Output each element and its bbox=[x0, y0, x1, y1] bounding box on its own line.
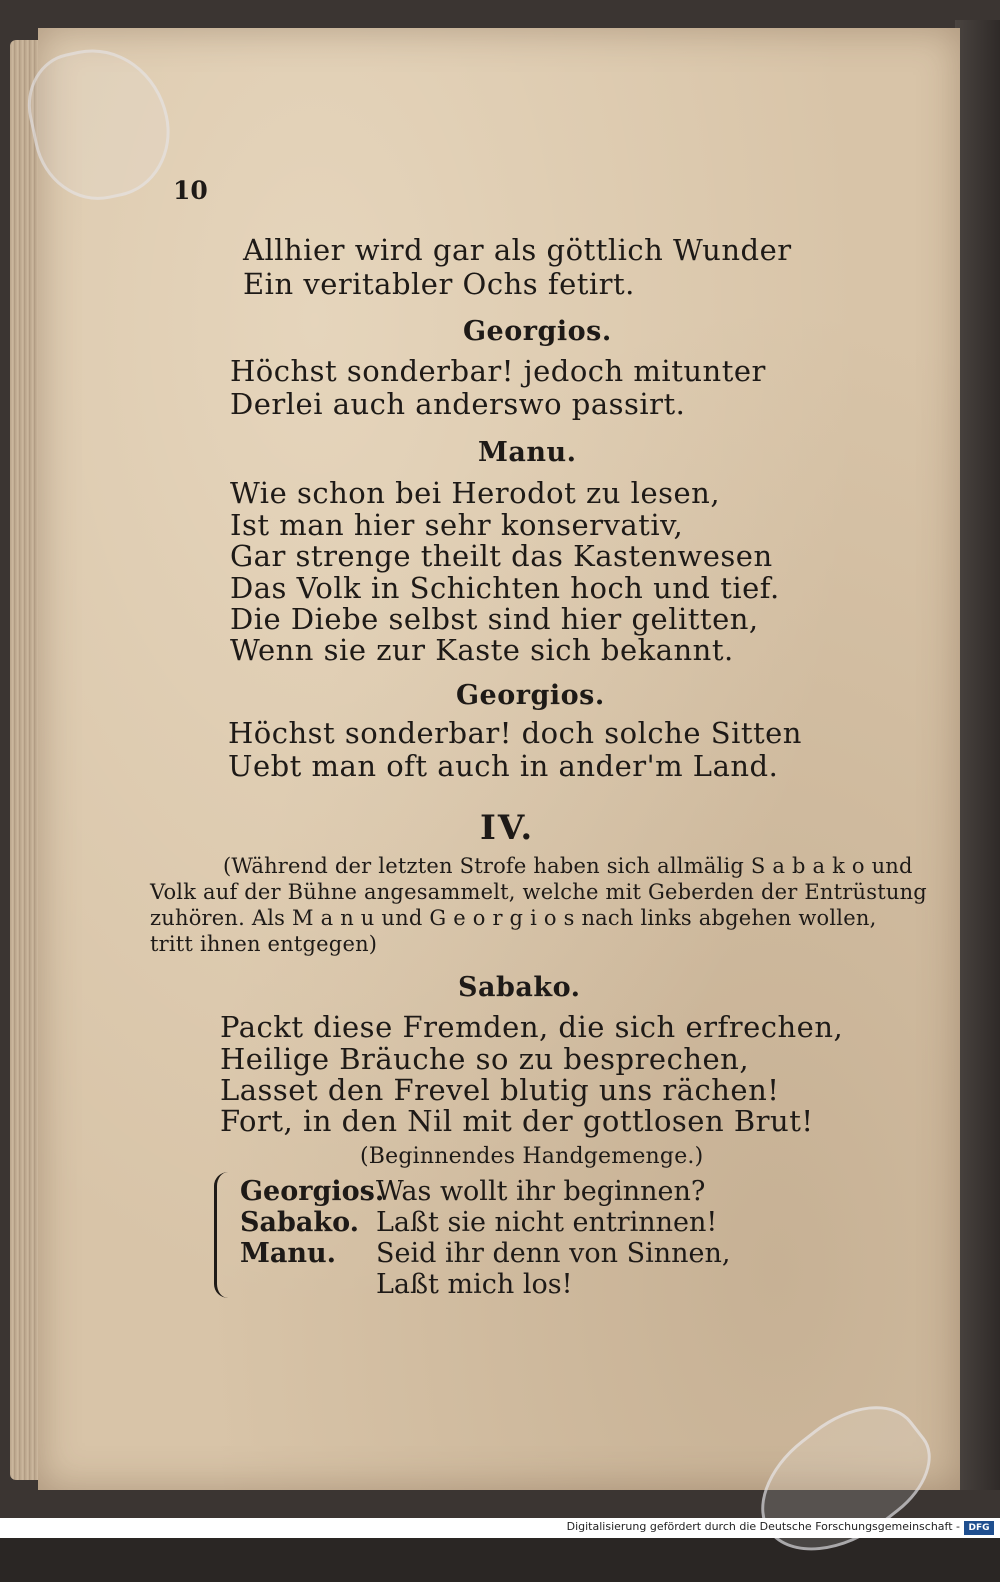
verse-line: Allhier wird gar als göttlich Wunder bbox=[243, 233, 792, 267]
verse-line: Ein veritabler Ochs fetirt. bbox=[243, 267, 635, 301]
verse-line: Gar strenge theilt das Kastenwesen bbox=[230, 539, 773, 573]
stage-direction-line: tritt ihnen entgegen) bbox=[150, 932, 378, 956]
speaker-name: Manu. bbox=[478, 437, 577, 468]
page-number: 10 bbox=[173, 176, 208, 205]
verse-line: Lasset den Frevel blutig uns rächen! bbox=[220, 1073, 780, 1107]
verse-line: Das Volk in Schichten hoch und tief. bbox=[230, 571, 780, 605]
verse-line: Heilige Bräuche so zu besprechen, bbox=[220, 1042, 750, 1076]
verse-line: Wenn sie zur Kaste sich bekannt. bbox=[230, 633, 734, 667]
voice-speaker: Georgios. bbox=[240, 1176, 385, 1207]
stage-direction-line: Volk auf der Bühne angesammelt, welche mit Geberden der Entrüstung bbox=[150, 880, 927, 904]
verse-line: Wie schon bei Herodot zu lesen, bbox=[230, 476, 721, 510]
voice-line: Was wollt ihr beginnen? bbox=[376, 1176, 706, 1207]
verse-line: Höchst sonderbar! jedoch mitunter bbox=[230, 354, 766, 388]
stage-direction-line: zuhören. Als M a n u und G e o r g i o s nach links abgehen wollen, bbox=[150, 906, 877, 930]
verse-line: Die Diebe selbst sind hier gelitten, bbox=[230, 602, 759, 636]
voice-speaker: Sabako. bbox=[240, 1207, 360, 1238]
glass-clip-bottom bbox=[736, 1380, 950, 1582]
verse-line: Packt diese Fremden, die sich erfrechen, bbox=[220, 1010, 844, 1044]
stage-direction-line: (Während der letzten Strofe haben sich allmälig S a b a k o und bbox=[223, 854, 913, 878]
act-heading: IV. bbox=[480, 808, 535, 848]
footer-bar bbox=[0, 1518, 1000, 1538]
voices-brace bbox=[214, 1172, 233, 1298]
speaker-name: Sabako. bbox=[458, 972, 581, 1003]
footer-credit: Digitalisierung gefördert durch die Deutsche Forschungsgemeinschaft - bbox=[566, 1520, 960, 1533]
book-page bbox=[38, 28, 960, 1490]
voice-line: Laßt mich los! bbox=[376, 1269, 573, 1300]
verse-line: Fort, in den Nil mit der gottlosen Brut! bbox=[220, 1104, 814, 1138]
book-cover-edge bbox=[955, 20, 1000, 1490]
verse-line: Derlei auch anderswo passirt. bbox=[230, 387, 686, 421]
verse-line: Ist man hier sehr konservativ, bbox=[230, 508, 684, 542]
verse-line: Höchst sonderbar! doch solche Sitten bbox=[228, 716, 802, 750]
speaker-name: Georgios. bbox=[456, 680, 605, 711]
speaker-name: Georgios. bbox=[463, 316, 612, 347]
glass-clip-top bbox=[18, 36, 182, 212]
voice-speaker: Manu. bbox=[240, 1238, 337, 1269]
stage-direction-line: (Beginnendes Handgemenge.) bbox=[360, 1144, 704, 1169]
voice-line: Laßt sie nicht entrinnen! bbox=[376, 1207, 718, 1238]
verse-line: Uebt man oft auch in ander'm Land. bbox=[228, 749, 779, 783]
voice-line: Seid ihr denn von Sinnen, bbox=[376, 1238, 731, 1269]
dfg-logo: DFG bbox=[964, 1521, 994, 1535]
